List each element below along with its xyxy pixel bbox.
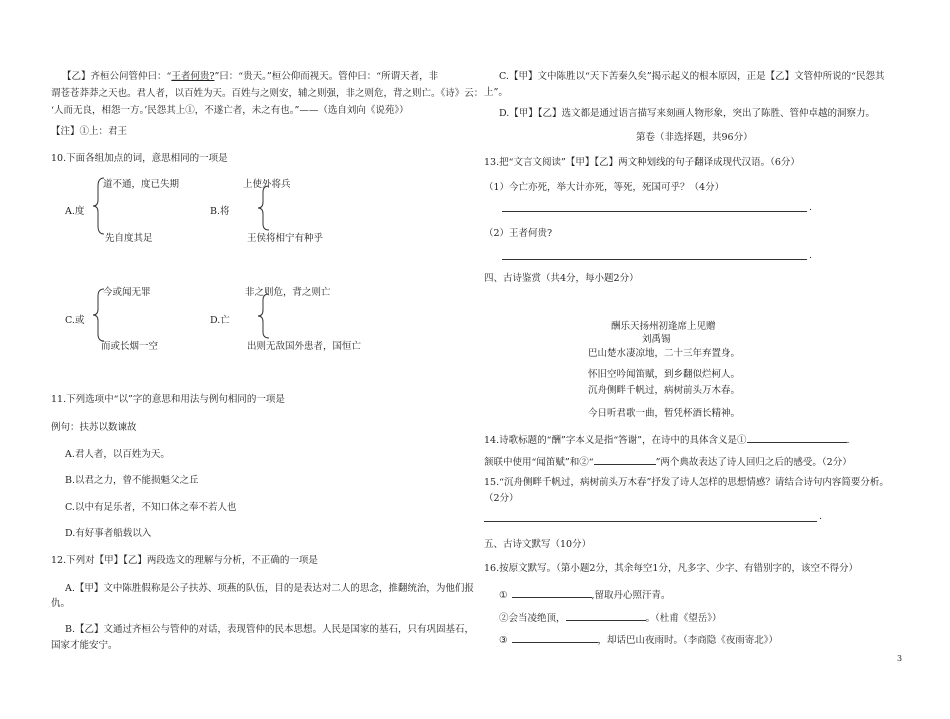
q14-line2-post: ”两个典故表达了诗人回归之后的感受。（2分）	[655, 457, 852, 468]
q14-line1-end: .	[846, 435, 850, 446]
q16-item-3-text: ，却话巴山夜雨时。（李商隐《夜雨寄北》）	[597, 635, 779, 646]
q10-d-label: D.亡	[210, 315, 230, 326]
q14-line2-pre: 颔联中使用“闻笛赋”和②“	[484, 457, 594, 468]
brace-icon	[257, 292, 271, 340]
fill-blank[interactable]	[747, 432, 847, 443]
q10-a-label: A.度	[65, 206, 85, 217]
q10-b-bottom: 王侯将相宁有种乎	[247, 233, 324, 244]
q15-line2: （2分）	[484, 493, 519, 504]
q10-b-top: 上使外将兵	[243, 179, 291, 190]
section-4-title: 四、古诗鉴赏（共4分，每小题2分）	[484, 273, 639, 284]
q11-option-c: C.以中有足乐者，不知口体之奉不若人也	[65, 502, 237, 513]
q10-c-top: 今或闻无罪	[103, 287, 151, 298]
answer-line-end: .	[819, 511, 823, 522]
q10-d-top: 非之则危，背之则亡	[245, 287, 331, 298]
q16-item-2-text: ②会当凌绝顶，	[499, 613, 566, 624]
q14-line2	[484, 454, 852, 470]
brace-icon	[92, 176, 106, 236]
answer-line[interactable]	[484, 521, 817, 522]
q10-a-top: 道不通，度已失期	[103, 179, 180, 190]
section-title: 第卷（非选择题，共96分）	[636, 132, 753, 143]
q12-option-b-line1: B.【乙】文通过齐桓公与管仲的对话，表现管仲的民本思想。人民是国家的基石，只有巩固基石，	[65, 624, 475, 635]
q12-option-c-line2: 上”。	[484, 87, 508, 98]
q16-item-1	[499, 587, 671, 603]
underlined-question: 王者何贵?	[171, 71, 215, 82]
passage-b-line3: ‘人而无良，相怨一方。’民怨其上①，不遂亡者，未之有也。”——（选自刘向《说苑》）	[51, 105, 409, 116]
poem-line-4: 今日听君歌一曲，暂凭杯酒长精神。	[588, 408, 741, 419]
q10-c-bottom: 而或长烟一空	[101, 341, 159, 352]
passage-b-line1-rest: ”曰：“贵天。”桓公仰而视天。管仲曰：“所谓天者，非	[214, 71, 439, 82]
q10-b-label: B.将	[210, 206, 230, 217]
fill-blank[interactable]	[512, 632, 598, 643]
q11-option-b: B.以君之力，曾不能损魁父之丘	[65, 475, 199, 486]
q16-item-3	[499, 632, 778, 648]
poem-line-3: 沉舟侧畔千帆过，病树前头万木春。	[588, 385, 741, 396]
q11-stem: 11.下列选项中“以”字的意思和用法与例句相同的一项是	[51, 394, 285, 405]
passage-b-line1	[62, 71, 438, 84]
answer-line-end: .	[809, 250, 813, 261]
q16-item-3-num: ③	[499, 635, 508, 646]
q14-line1	[484, 432, 850, 448]
q10-stem: 10.下面各组加点的词，意思相同的一项是	[51, 153, 228, 164]
note: 【注】①上：君王	[51, 126, 128, 137]
q11-example: 例句：扶苏以数谏故	[51, 422, 137, 433]
q11-option-a: A.君人者，以百姓为天。	[65, 449, 170, 460]
q16-item-1-text: ,留取丹心照汗青。	[591, 590, 671, 601]
q14-line1-text: 14.诗歌标题的“酬”字本义是指“答谢”，在诗中的具体含义是①	[484, 435, 747, 446]
answer-line-end: .	[809, 202, 813, 213]
fill-blank[interactable]	[512, 587, 592, 598]
answer-line[interactable]	[502, 259, 807, 260]
q12-option-d: D.【甲】【乙】选文都是通过语言描写来刻画人物形象，突出了陈胜、管仲卓越的洞察力。	[499, 108, 876, 119]
brace-icon	[92, 287, 106, 343]
poem-author: 刘禹锡	[642, 334, 671, 345]
fill-blank[interactable]	[566, 610, 646, 621]
q10-c-label: C.或	[65, 315, 85, 326]
q12-option-a-line2: 仇。	[51, 598, 71, 609]
brace-icon	[257, 184, 271, 232]
passage-b-line1-start: 【乙】齐桓公问管仲曰：“	[62, 71, 172, 82]
poem-line-2: 怀旧空吟闻笛赋，到乡翻似烂柯人。	[588, 369, 741, 380]
q10-d-bottom: 出则无敌国外患者，国恒亡	[247, 341, 362, 352]
q15-line1: 15.“沉舟侧畔千帆过，病树前头万木春”抒发了诗人怎样的思想情感？请结合诗句内容简要分析。	[484, 477, 889, 488]
page-number: 3	[897, 654, 903, 663]
q13-sentence-2: （2）王者何贵?	[484, 228, 553, 239]
section-5-title: 五、古诗文默写（10分）	[484, 539, 592, 550]
q16-item-2-source: 。（杜甫《望岳》）	[645, 613, 722, 624]
q12-stem: 12.下列对【甲】【乙】两段选文的理解与分析，不正确的一项是	[51, 555, 318, 566]
q12-option-b-line2: 国家才能安宁。	[51, 640, 118, 651]
q16-stem: 16.按原文默写。（第小题2分，其余每空1分，凡多字、少字、有错别字的，该空不得分）	[484, 563, 858, 574]
q11-option-d: D.有好事者船载以入	[65, 528, 152, 539]
q13-stem: 13.把“文言文阅读”【甲】【乙】两文种划线的句子翻译成现代汉语。（6分）	[484, 157, 800, 168]
passage-b-line2: 谓苍苍莽莽之天也。君人者，以百姓为天。百姓与之则安，辅之则强，非之则危，背之则亡。《诗》云：	[51, 88, 484, 99]
q13-sentence-1: （1）今亡亦死，举大计亦死，等死，死国可乎？（4分）	[484, 182, 725, 193]
q16-item-2	[499, 610, 722, 626]
poem-line-1: 巴山楚水凄凉地，二十三年弃置身。	[588, 348, 741, 359]
q12-option-c-line1: C.【甲】文中陈胜以“天下苦秦久矣”揭示起义的根本原因，正是【乙】文管仲所说的“民怨其	[499, 71, 885, 82]
q16-item-1-num: ①	[499, 590, 508, 601]
q10-a-bottom: 先自度其足	[105, 233, 153, 244]
answer-line[interactable]	[502, 211, 807, 212]
poem-title: 酬乐天扬州初逢席上见赠	[611, 321, 716, 332]
q12-option-a-line1: A.【甲】文中陈胜假称是公子扶苏、项燕的队伍，目的是表达对二人的思念，推翻统治，为他们报	[65, 583, 474, 594]
fill-blank[interactable]	[594, 454, 656, 465]
